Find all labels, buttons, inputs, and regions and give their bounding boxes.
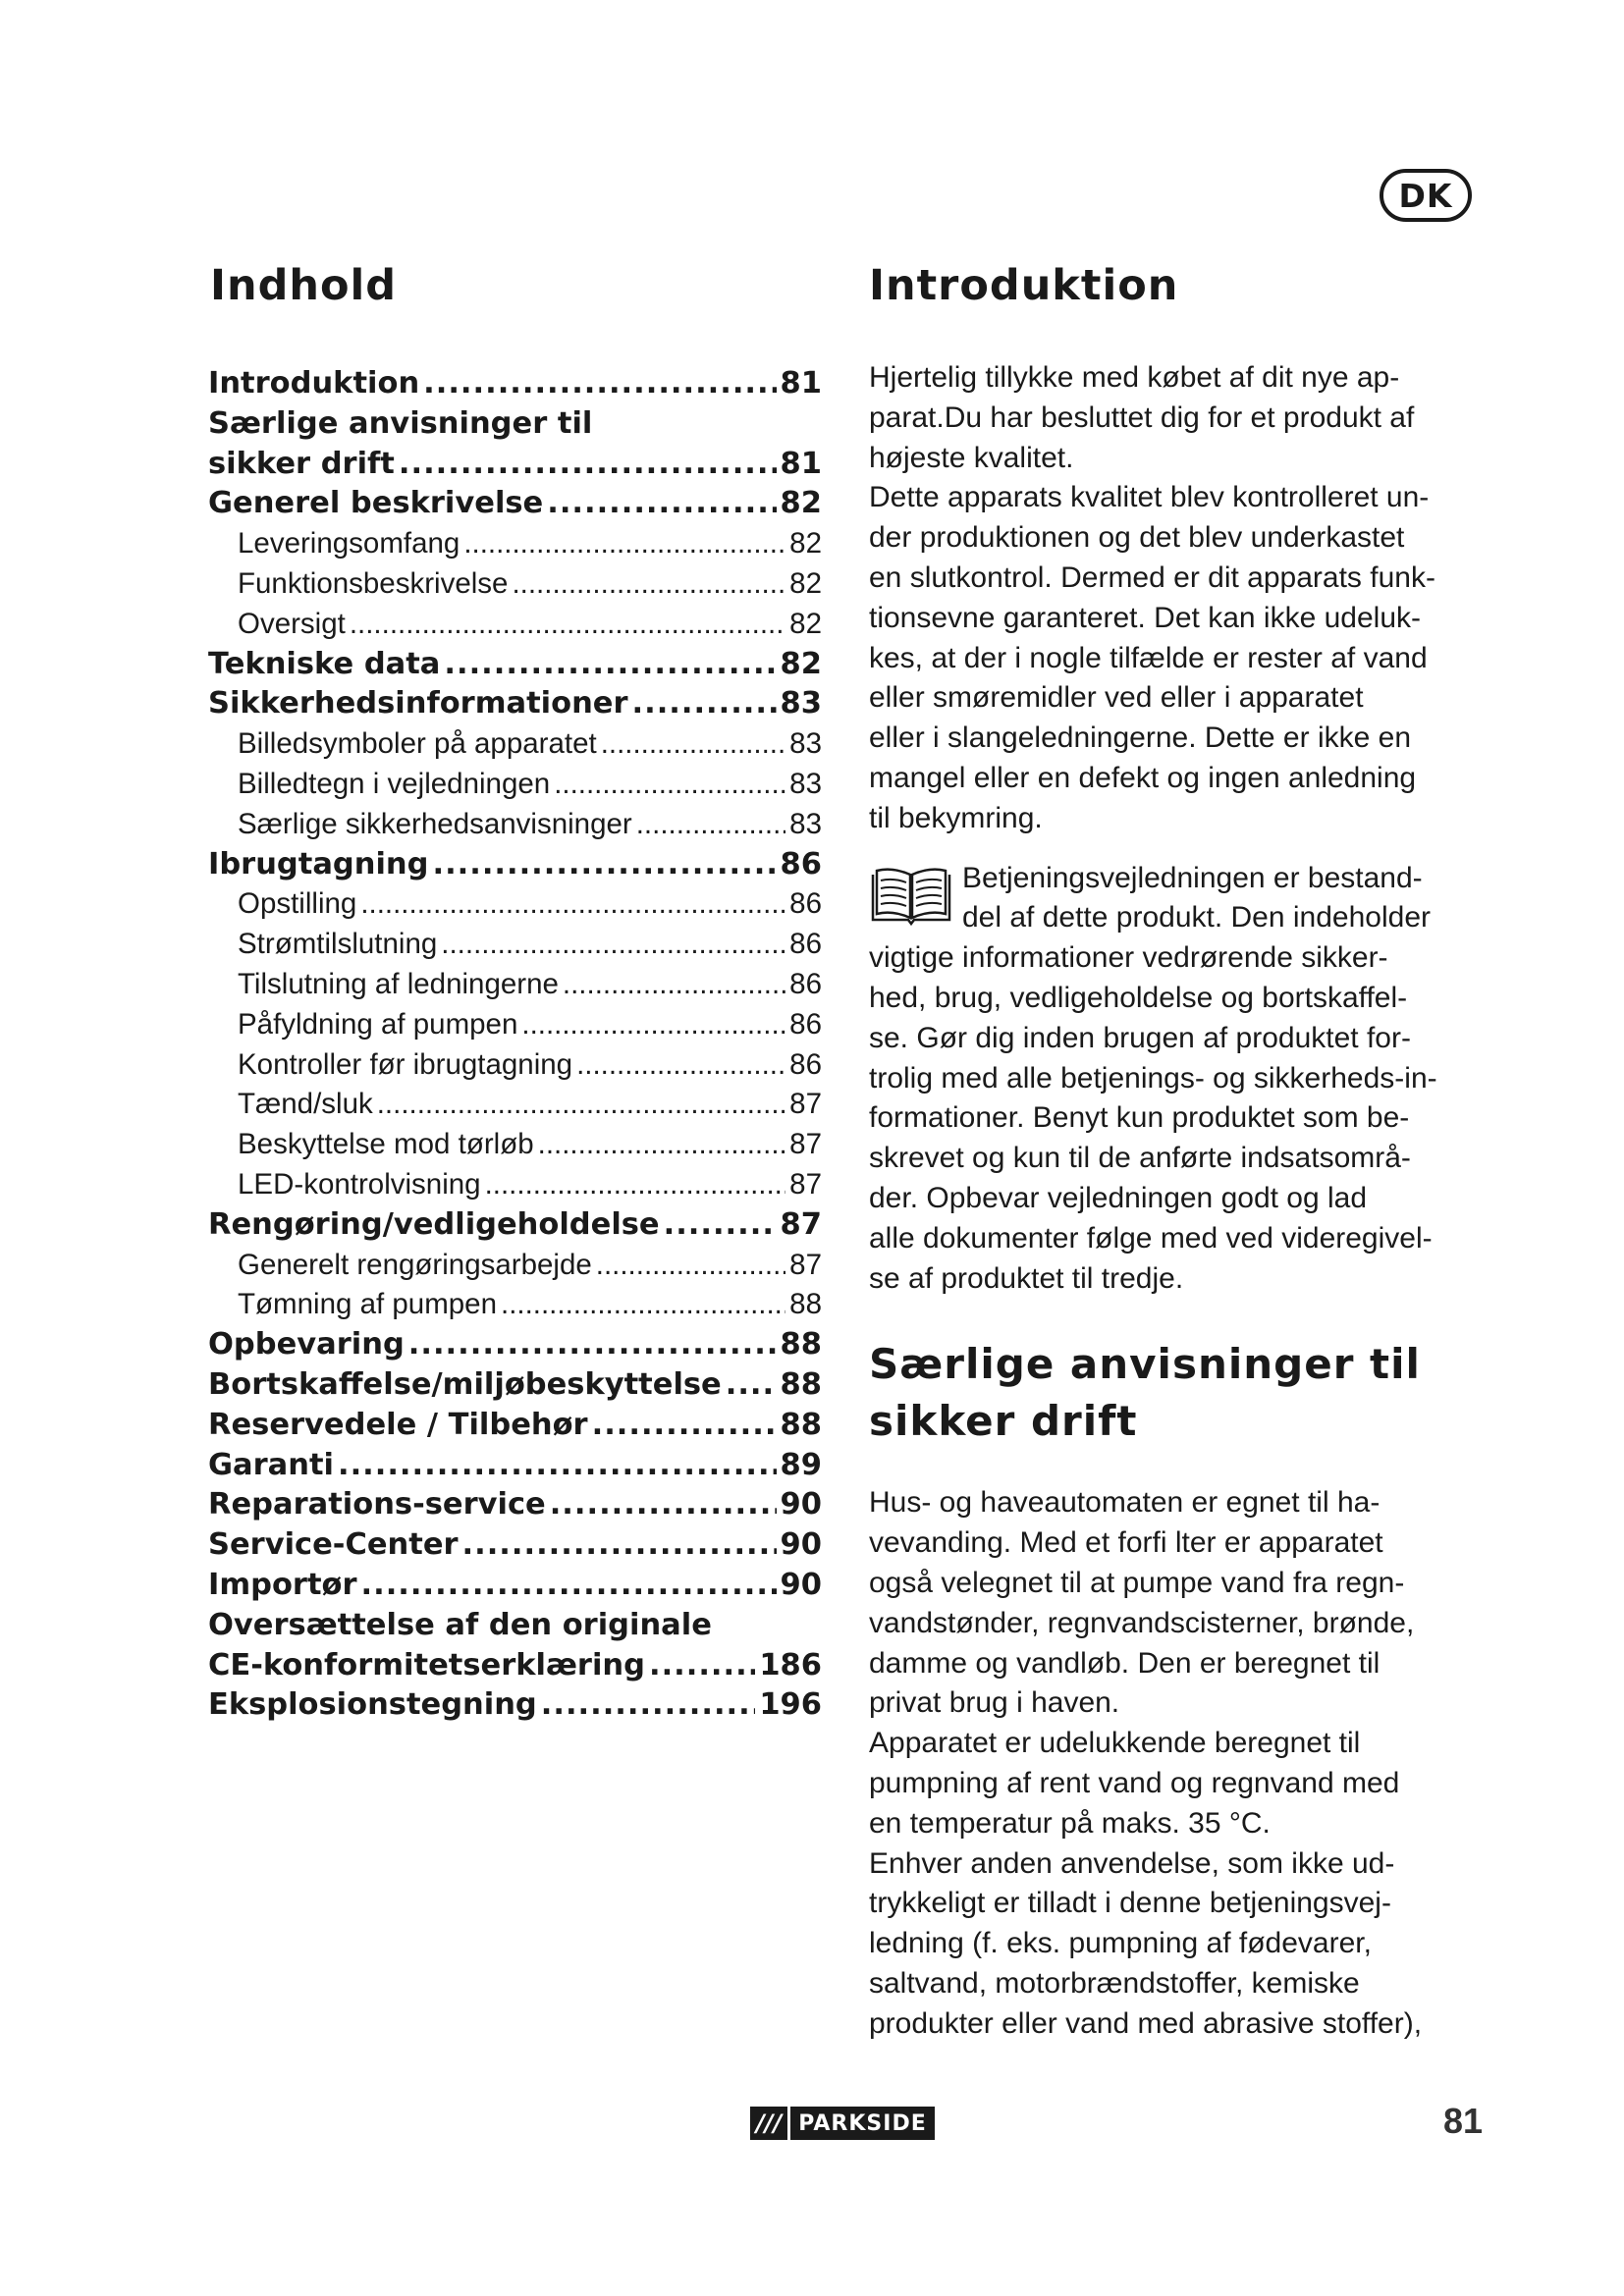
toc-entry bbox=[208, 1285, 822, 1325]
heading-line: Særlige anvisninger til bbox=[869, 1340, 1421, 1389]
text-line: formationer. Benyt kun produktet som be- bbox=[869, 1101, 1410, 1135]
toc-entry-label: Tænd/sluk bbox=[238, 1088, 373, 1121]
toc-leader-dots bbox=[726, 1365, 777, 1406]
introduction-paragraph bbox=[869, 358, 1488, 839]
toc-entry-label: Billedtegn i vejledningen bbox=[238, 767, 551, 800]
toc-entry-label: Service-Center bbox=[208, 1527, 459, 1563]
toc-entry bbox=[208, 1246, 822, 1286]
toc-leader-dots bbox=[563, 965, 785, 1005]
toc-entry-label: Oversættelse af den originale bbox=[208, 1607, 712, 1642]
toc-leader-dots bbox=[541, 1685, 756, 1726]
page-number: 81 bbox=[1443, 2101, 1484, 2141]
toc-page-number: 86 bbox=[789, 1047, 822, 1081]
language-badge: DK bbox=[1380, 169, 1472, 222]
toc-entry-label: Påfyldning af pumpen bbox=[238, 1007, 518, 1041]
toc-entry-label: Leveringsomfang bbox=[238, 527, 460, 561]
toc-page-number: 186 bbox=[759, 1647, 822, 1682]
toc-page-number: 83 bbox=[789, 727, 822, 761]
text-line: vevanding. Med et forfi lter er apparatet bbox=[869, 1526, 1383, 1560]
text-line: del af dette produkt. Den indeholder bbox=[962, 901, 1431, 934]
toc-entry bbox=[208, 605, 822, 645]
toc-page-number: 88 bbox=[780, 1366, 822, 1402]
toc-entry-label: Introduktion bbox=[208, 366, 420, 400]
text-line: hed, brug, vedligeholdelse og bortskaffel- bbox=[869, 981, 1408, 1014]
toc-entry-label: Opstilling bbox=[238, 887, 357, 921]
toc-entry-label: Beskyttelse mod tørløb bbox=[238, 1128, 534, 1161]
text-line: skrevet og kun til de anførte indsatsområ- bbox=[869, 1142, 1411, 1175]
text-line: Apparatet er udelukkende beregnet til bbox=[869, 1727, 1361, 1760]
text-line: pumpning af rent vand og regnvand med bbox=[869, 1766, 1400, 1799]
toc-entry bbox=[208, 1365, 822, 1406]
toc-leader-dots bbox=[361, 1566, 777, 1606]
toc-page-number: 86 bbox=[789, 928, 822, 961]
text-line: tionsevne garanteret. Det kan ikke udeluk- bbox=[869, 601, 1421, 634]
toc-leader-dots bbox=[512, 564, 785, 605]
toc-page-number: 88 bbox=[780, 1407, 822, 1442]
toc-entry bbox=[208, 1685, 822, 1726]
toc-page-number: 87 bbox=[789, 1248, 822, 1281]
toc-entry-label: Opbevaring bbox=[208, 1327, 405, 1362]
toc-entry bbox=[208, 765, 822, 805]
toc-page-number: 86 bbox=[789, 967, 822, 1000]
toc-entry-label: Rengøring/vedligeholdelse bbox=[208, 1206, 660, 1242]
toc-leader-dots bbox=[350, 605, 785, 645]
logo-slashes: /// bbox=[750, 2107, 787, 2140]
toc-entry-label: Billedsymboler på apparatet bbox=[238, 727, 597, 761]
toc-entry-label: Eksplosionstegning bbox=[208, 1687, 537, 1723]
toc-entry bbox=[208, 645, 822, 685]
toc-leader-dots bbox=[408, 1325, 777, 1365]
text-line: kes, at der i nogle tilfælde er rester af vand bbox=[869, 641, 1428, 674]
text-line: se. Gør dig inden brugen af produktet for- bbox=[869, 1021, 1411, 1054]
toc-entry-label: Tilslutning af ledningerne bbox=[238, 967, 559, 1000]
text-line: Hjertelig tillykke med købet af dit nye ap- bbox=[869, 361, 1400, 394]
toc-entry-label: Reparations-service bbox=[208, 1487, 546, 1522]
toc-leader-dots bbox=[444, 645, 776, 685]
toc-entry bbox=[208, 1085, 822, 1125]
toc-entry bbox=[208, 564, 822, 605]
toc-page-number: 87 bbox=[789, 1167, 822, 1201]
toc-leader-dots bbox=[632, 684, 777, 724]
toc-page-number: 82 bbox=[789, 566, 822, 600]
toc-page-number: 87 bbox=[780, 1206, 822, 1242]
toc-leader-dots bbox=[377, 1085, 785, 1125]
toc-entry-label: Importør bbox=[208, 1567, 357, 1602]
parkside-logo bbox=[750, 2107, 935, 2140]
toc-leader-dots bbox=[664, 1205, 777, 1246]
toc-leader-dots bbox=[432, 845, 776, 885]
text-line: der produktionen og det blev underkastet bbox=[869, 521, 1405, 555]
toc-entry bbox=[208, 884, 822, 925]
toc-entry-label: Oversigt bbox=[238, 607, 346, 640]
toc-page-number: 83 bbox=[789, 767, 822, 800]
toc-leader-dots bbox=[521, 1005, 785, 1045]
toc-entry-label: Ibrugtagning bbox=[208, 846, 429, 881]
toc-entry bbox=[208, 364, 822, 404]
text-line: privat brug i haven. bbox=[869, 1686, 1120, 1720]
toc-page-number: 81 bbox=[780, 446, 822, 481]
text-line: alle dokumenter følge med ved videregivel- bbox=[869, 1221, 1433, 1255]
toc-list bbox=[208, 364, 822, 1726]
safe-operation-heading bbox=[869, 1336, 1488, 1450]
table-of-contents bbox=[208, 261, 822, 1726]
text-line: vigtige informationer vedrørende sikker- bbox=[869, 941, 1388, 975]
toc-entry-label: LED-kontrolvisning bbox=[238, 1167, 481, 1201]
toc-entry-label: Sikkerhedsinformationer bbox=[208, 686, 628, 721]
main-content bbox=[869, 261, 1488, 2044]
text-line: også velegnet til at pumpe vand fra regn- bbox=[869, 1566, 1405, 1599]
manual-note-paragraph bbox=[869, 859, 1488, 1300]
toc-page-number: 82 bbox=[780, 646, 822, 681]
toc-leader-dots bbox=[360, 884, 785, 925]
toc-entry bbox=[208, 445, 822, 485]
introduction-heading: Introduktion bbox=[869, 261, 1179, 310]
text-line: saltvand, motorbrændstoffer, kemiske bbox=[869, 1966, 1360, 2000]
toc-entry-label: CE-konformitetserklæring bbox=[208, 1647, 645, 1682]
text-line: Betjeningsvejledningen er bestand- bbox=[962, 861, 1423, 894]
toc-leader-dots bbox=[338, 1446, 777, 1486]
toc-leader-dots bbox=[538, 1125, 786, 1165]
toc-leader-dots bbox=[423, 364, 776, 404]
text-line: Enhver anden anvendelse, som ikke ud- bbox=[869, 1846, 1395, 1880]
toc-leader-dots bbox=[485, 1165, 786, 1205]
toc-entry bbox=[208, 684, 822, 724]
toc-page-number: 89 bbox=[780, 1447, 822, 1482]
toc-entry-label: Funktionsbeskrivelse bbox=[238, 566, 509, 600]
text-line: Hus- og haveautomaten er egnet til ha- bbox=[869, 1486, 1380, 1520]
text-line: eller smøremidler ved eller i apparatet bbox=[869, 681, 1364, 715]
toc-page-number: 82 bbox=[780, 486, 822, 521]
toc-entry bbox=[208, 925, 822, 965]
toc-page-number: 88 bbox=[780, 1327, 822, 1362]
toc-entry bbox=[208, 1325, 822, 1365]
toc-entry bbox=[208, 724, 822, 765]
toc-entry bbox=[208, 1125, 822, 1165]
toc-entry-label: Strømtilslutning bbox=[238, 928, 438, 961]
text-line: damme og vandløb. Den er beregnet til bbox=[869, 1646, 1380, 1680]
toc-leader-dots bbox=[399, 445, 777, 485]
text-line: en slutkontrol. Dermed er dit apparats funk- bbox=[869, 561, 1435, 594]
text-line: en temperatur på maks. 35 °C. bbox=[869, 1806, 1271, 1840]
text-line: til bekymring. bbox=[869, 801, 1043, 834]
toc-entry-label: Særlige anvisninger til bbox=[208, 405, 593, 441]
toc-page-number: 82 bbox=[789, 607, 822, 640]
toc-entry bbox=[208, 1485, 822, 1525]
toc-page-number: 87 bbox=[789, 1128, 822, 1161]
toc-page-number: 196 bbox=[759, 1687, 822, 1723]
toc-entry bbox=[208, 484, 822, 524]
toc-entry-label: Tekniske data bbox=[208, 646, 441, 681]
toc-entry-label: Tømning af pumpen bbox=[238, 1288, 497, 1321]
toc-leader-dots bbox=[576, 1045, 785, 1086]
toc-leader-dots bbox=[554, 765, 785, 805]
toc-leader-dots bbox=[441, 925, 785, 965]
toc-leader-dots bbox=[547, 484, 776, 524]
toc-leader-dots bbox=[596, 1246, 785, 1286]
toc-entry bbox=[208, 845, 822, 885]
toc-entry bbox=[208, 1646, 822, 1686]
text-line: produkter eller vand med abrasive stoffer), bbox=[869, 2006, 1423, 2040]
text-line: højeste kvalitet. bbox=[869, 441, 1074, 474]
toc-page-number: 83 bbox=[789, 807, 822, 840]
toc-entry bbox=[208, 1406, 822, 1446]
toc-entry bbox=[208, 965, 822, 1005]
text-line: se af produktet til tredje. bbox=[869, 1261, 1184, 1295]
safe-operation-paragraph bbox=[869, 1483, 1488, 2044]
toc-leader-dots bbox=[649, 1646, 755, 1686]
toc-entry bbox=[208, 524, 822, 564]
toc-entry-label: Særlige sikkerhedsanvisninger bbox=[238, 807, 632, 840]
toc-page-number: 86 bbox=[789, 1007, 822, 1041]
open-book-icon bbox=[869, 865, 953, 928]
toc-heading: Indhold bbox=[210, 261, 398, 310]
toc-entry bbox=[208, 1045, 822, 1086]
toc-page-number: 83 bbox=[780, 686, 822, 721]
text-line: ledning (f. eks. pumpning af fødevarer, bbox=[869, 1927, 1372, 1960]
toc-page-number: 90 bbox=[780, 1487, 822, 1522]
text-line: trolig med alle betjenings- og sikkerheds-in- bbox=[869, 1061, 1437, 1095]
toc-leader-dots bbox=[463, 524, 785, 564]
toc-page-number: 90 bbox=[780, 1567, 822, 1602]
toc-entry bbox=[208, 805, 822, 845]
toc-page-number: 81 bbox=[780, 366, 822, 400]
toc-entry bbox=[208, 1005, 822, 1045]
toc-leader-dots bbox=[550, 1485, 777, 1525]
text-line: mangel eller en defekt og ingen anledning bbox=[869, 761, 1417, 794]
toc-page-number: 88 bbox=[789, 1288, 822, 1321]
toc-leader-dots bbox=[462, 1525, 777, 1566]
text-line: Dette apparats kvalitet blev kontrolleret un- bbox=[869, 481, 1430, 514]
toc-page-number: 82 bbox=[789, 527, 822, 561]
toc-entry bbox=[208, 1606, 822, 1646]
logo-brand: PARKSIDE bbox=[790, 2107, 934, 2140]
toc-entry-label: Reservedele / Tilbehør bbox=[208, 1407, 588, 1442]
toc-entry-label: Garanti bbox=[208, 1447, 334, 1482]
toc-entry-label: Kontroller før ibrugtagning bbox=[238, 1047, 573, 1081]
toc-entry-label: sikker drift bbox=[208, 446, 395, 481]
toc-page-number: 90 bbox=[780, 1527, 822, 1563]
heading-line: sikker drift bbox=[869, 1397, 1138, 1446]
toc-page-number: 86 bbox=[789, 887, 822, 921]
text-line: parat.Du har besluttet dig for et produkt af bbox=[869, 400, 1415, 434]
toc-page-number: 87 bbox=[789, 1088, 822, 1121]
toc-leader-dots bbox=[501, 1285, 785, 1325]
text-line: eller i slangeledningerne. Dette er ikke en bbox=[869, 721, 1411, 755]
toc-entry bbox=[208, 404, 822, 445]
toc-page-number: 86 bbox=[780, 846, 822, 881]
toc-entry-label: Generelt rengøringsarbejde bbox=[238, 1248, 592, 1281]
text-line: der. Opbevar vejledningen godt og lad bbox=[869, 1181, 1368, 1214]
toc-entry bbox=[208, 1525, 822, 1566]
text-line: trykkeligt er tilladt i denne betjeningsvej- bbox=[869, 1887, 1391, 1920]
toc-leader-dots bbox=[592, 1406, 777, 1446]
toc-entry-label: Bortskaffelse/miljøbeskyttelse bbox=[208, 1366, 722, 1402]
toc-entry bbox=[208, 1165, 822, 1205]
toc-entry bbox=[208, 1566, 822, 1606]
text-line: vandstønder, regnvandscisterner, brønde, bbox=[869, 1606, 1415, 1639]
manual-note bbox=[869, 859, 1488, 1300]
toc-entry bbox=[208, 1205, 822, 1246]
toc-entry-label: Generel beskrivelse bbox=[208, 486, 544, 521]
toc-leader-dots bbox=[601, 724, 785, 765]
toc-entry bbox=[208, 1446, 822, 1486]
toc-leader-dots bbox=[636, 805, 785, 845]
